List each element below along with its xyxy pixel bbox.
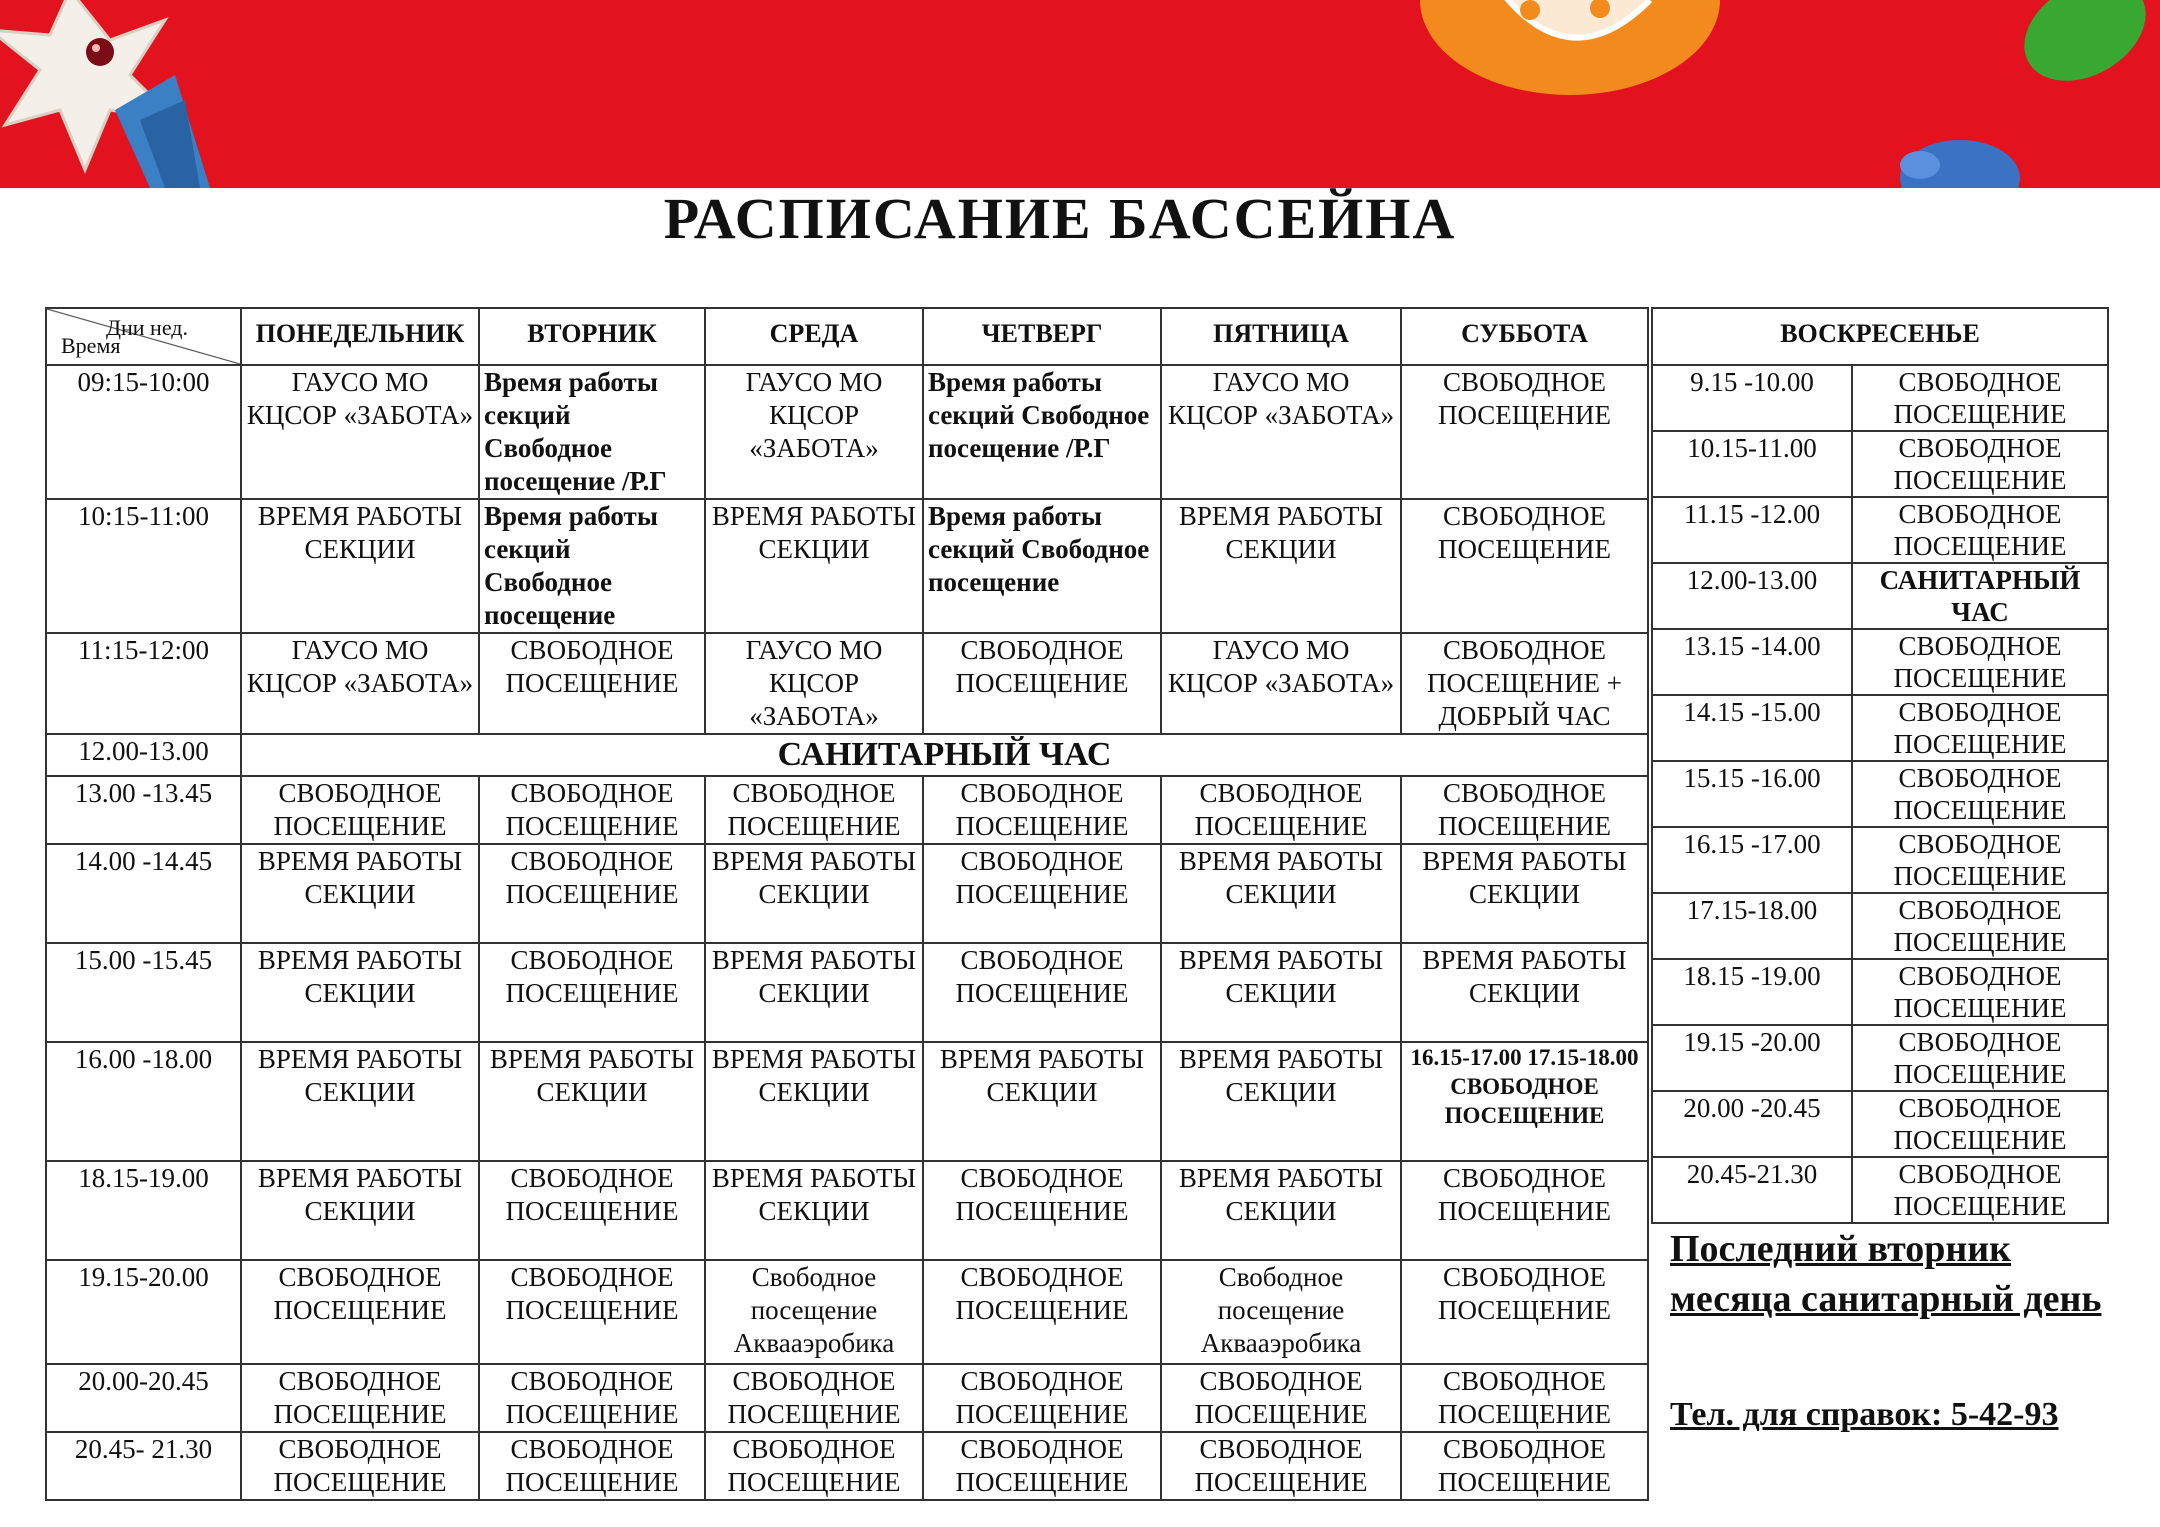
schedule-cell: СВОБОДНОЕ ПОСЕЩЕНИЕ	[479, 844, 705, 943]
schedule-table	[45, 307, 1649, 1501]
schedule-cell: СВОБОДНОЕ ПОСЕЩЕНИЕ	[1401, 1260, 1648, 1364]
schedule-cell: ВРЕМЯ РАБОТЫ СЕКЦИИ	[241, 943, 479, 1042]
corner-header	[46, 308, 241, 365]
schedule-cell: СВОБОДНОЕ ПОСЕЩЕНИЕ	[241, 1260, 479, 1364]
schedule-cell: СВОБОДНОЕ ПОСЕЩЕНИЕ	[479, 943, 705, 1042]
page-title: РАСПИСАНИЕ БАССЕЙНА	[663, 186, 1457, 251]
day-header-thursday: ЧЕТВЕРГ	[923, 308, 1161, 365]
sunday-row	[1652, 1025, 2108, 1091]
table-row	[46, 365, 1648, 499]
day-header-saturday: СУББОТА	[1401, 308, 1648, 365]
schedule-cell: ВРЕМЯ РАБОТЫ СЕКЦИИ	[1161, 1161, 1401, 1260]
table-row	[46, 1042, 1648, 1161]
schedule-cell: СВОБОДНОЕ ПОСЕЩЕНИЕ	[923, 943, 1161, 1042]
sunday-header-row	[1652, 308, 2108, 365]
schedule-cell: СВОБОДНОЕ ПОСЕЩЕНИЕ	[923, 633, 1161, 734]
schedule-cell: Время работы секций Свободное посещение	[479, 499, 705, 633]
table-row	[46, 633, 1648, 734]
header-banner	[0, 0, 2160, 188]
schedule-cell: СВОБОДНОЕ ПОСЕЩЕНИЕ	[1401, 776, 1648, 844]
schedule-cell: СВОБОДНОЕ ПОСЕЩЕНИЕ	[1401, 1161, 1648, 1260]
schedule-cell: СВОБОДНОЕ ПОСЕЩЕНИЕ	[1852, 1025, 2108, 1091]
sunday-row	[1652, 563, 2108, 629]
schedule-cell: ВРЕМЯ РАБОТЫ СЕКЦИИ	[705, 844, 923, 943]
schedule-cell: ВРЕМЯ РАБОТЫ СЕКЦИИ	[705, 1161, 923, 1260]
sunday-header: ВОСКРЕСЕНЬЕ	[1652, 308, 2108, 365]
sunday-row	[1652, 1091, 2108, 1157]
time-cell: 09:15-10:00	[46, 365, 241, 499]
schedule-cell: СВОБОДНОЕ ПОСЕЩЕНИЕ + ДОБРЫЙ ЧАС	[1401, 633, 1648, 734]
time-cell: 13.00 -13.45	[46, 776, 241, 844]
schedule-cell: СВОБОДНОЕ ПОСЕЩЕНИЕ	[1401, 1432, 1648, 1500]
schedule-cell: СВОБОДНОЕ ПОСЕЩЕНИЕ	[479, 1260, 705, 1364]
schedule-cell: СВОБОДНОЕ ПОСЕЩЕНИЕ	[479, 1161, 705, 1260]
schedule-cell: Время работы секций Свободное посещение	[923, 499, 1161, 633]
schedule-cell: ВРЕМЯ РАБОТЫ СЕКЦИИ	[241, 1161, 479, 1260]
time-cell: 14.15 -15.00	[1652, 695, 1852, 761]
orange-ornament-icon	[1420, 0, 1720, 95]
schedule-cell: ВРЕМЯ РАБОТЫ СЕКЦИИ	[241, 1042, 479, 1161]
schedule-cell: ВРЕМЯ РАБОТЫ СЕКЦИИ	[479, 1042, 705, 1161]
schedule-cell: СВОБОДНОЕ ПОСЕЩЕНИЕ	[479, 633, 705, 734]
schedule-cell: СВОБОДНОЕ ПОСЕЩЕНИЕ	[1852, 1091, 2108, 1157]
schedule-cell: ВРЕМЯ РАБОТЫ СЕКЦИИ	[1401, 844, 1648, 943]
sunday-row	[1652, 827, 2108, 893]
schedule-cell: СВОБОДНОЕ ПОСЕЩЕНИЕ	[241, 1432, 479, 1500]
time-cell: 16.15 -17.00	[1652, 827, 1852, 893]
table-row	[46, 1260, 1648, 1364]
schedule-cell: ВРЕМЯ РАБОТЫ СЕКЦИИ	[1161, 1042, 1401, 1161]
schedule-cell: СВОБОДНОЕ ПОСЕЩЕНИЕ	[1401, 365, 1648, 499]
schedule-cell: СВОБОДНОЕ ПОСЕЩЕНИЕ	[1852, 629, 2108, 695]
day-header-tuesday: ВТОРНИК	[479, 308, 705, 365]
time-cell: 18.15 -19.00	[1652, 959, 1852, 1025]
sanitary-day-note: Последний вторник месяца санитарный день	[1670, 1228, 2102, 1320]
schedule-cell: ГАУСО МО КЦСОР «ЗАБОТА»	[241, 365, 479, 499]
schedule-cell: Время работы секций Свободное посещение /Р.Г	[923, 365, 1161, 499]
schedule-cell: СВОБОДНОЕ ПОСЕЩЕНИЕ	[1852, 1157, 2108, 1223]
time-cell: 11.15 -12.00	[1652, 497, 1852, 563]
decorative-illustration	[0, 0, 2160, 188]
sunday-row	[1652, 893, 2108, 959]
schedule-cell: СВОБОДНОЕ ПОСЕЩЕНИЕ	[1852, 761, 2108, 827]
time-cell: 15.00 -15.45	[46, 943, 241, 1042]
day-header-monday: ПОНЕДЕЛЬНИК	[241, 308, 479, 365]
time-cell: 17.15-18.00	[1652, 893, 1852, 959]
schedule-cell: СВОБОДНОЕ ПОСЕЩЕНИЕ	[479, 776, 705, 844]
table-row	[46, 1364, 1648, 1432]
schedule-cell: СВОБОДНОЕ ПОСЕЩЕНИЕ	[1852, 365, 2108, 431]
schedule-cell: ГАУСО МО КЦСОР «ЗАБОТА»	[705, 365, 923, 499]
schedule-cell: ГАУСО МО КЦСОР «ЗАБОТА»	[1161, 633, 1401, 734]
time-cell: 9.15 -10.00	[1652, 365, 1852, 431]
schedule-cell: ГАУСО МО КЦСОР «ЗАБОТА»	[1161, 365, 1401, 499]
time-cell: 10:15-11:00	[46, 499, 241, 633]
phone-info: Тел. для справок: 5-42-93	[1670, 1396, 2059, 1433]
schedule-cell: СВОБОДНОЕ ПОСЕЩЕНИЕ	[923, 776, 1161, 844]
sanitary-hour-cell: САНИТАРНЫЙ ЧАС	[1852, 563, 2108, 629]
schedule-cell: СВОБОДНОЕ ПОСЕЩЕНИЕ	[1852, 695, 2108, 761]
time-cell: 20.00 -20.45	[1652, 1091, 1852, 1157]
schedule-cell: ВРЕМЯ РАБОТЫ СЕКЦИИ	[1401, 943, 1648, 1042]
schedule-cell: СВОБОДНОЕ ПОСЕЩЕНИЕ	[479, 1364, 705, 1432]
sunday-row	[1652, 629, 2108, 695]
schedule-cell: СВОБОДНОЕ ПОСЕЩЕНИЕ	[923, 1161, 1161, 1260]
time-cell: 16.00 -18.00	[46, 1042, 241, 1161]
schedule-cell: Свободное посещение Аквааэробика	[705, 1260, 923, 1364]
schedule-cell: ВРЕМЯ РАБОТЫ СЕКЦИИ	[1161, 943, 1401, 1042]
time-cell: 10.15-11.00	[1652, 431, 1852, 497]
time-cell: 19.15 -20.00	[1652, 1025, 1852, 1091]
schedule-cell: СВОБОДНОЕ ПОСЕЩЕНИЕ	[1852, 827, 2108, 893]
schedule-cell: СВОБОДНОЕ ПОСЕЩЕНИЕ	[705, 1432, 923, 1500]
sunday-row	[1652, 431, 2108, 497]
time-cell: 18.15-19.00	[46, 1161, 241, 1260]
schedule-cell: СВОБОДНОЕ ПОСЕЩЕНИЕ	[1852, 497, 2108, 563]
blue-ball-icon	[1900, 140, 2020, 188]
table-row	[46, 499, 1648, 633]
schedule-cell: ВРЕМЯ РАБОТЫ СЕКЦИИ	[241, 499, 479, 633]
schedule-cell: СВОБОДНОЕ ПОСЕЩЕНИЕ	[1852, 959, 2108, 1025]
schedule-cell: ВРЕМЯ РАБОТЫ СЕКЦИИ	[1161, 844, 1401, 943]
schedule-cell: СВОБОДНОЕ ПОСЕЩЕНИЕ	[1401, 499, 1648, 633]
time-cell: 13.15 -14.00	[1652, 629, 1852, 695]
time-cell: 12.00-13.00	[1652, 563, 1852, 629]
time-cell: 20.45- 21.30	[46, 1432, 241, 1500]
sunday-row	[1652, 497, 2108, 563]
schedule-cell: ВРЕМЯ РАБОТЫ СЕКЦИИ	[705, 1042, 923, 1161]
time-cell: 20.45-21.30	[1652, 1157, 1852, 1223]
time-cell: 19.15-20.00	[46, 1260, 241, 1364]
schedule-cell: СВОБОДНОЕ ПОСЕЩЕНИЕ	[705, 1364, 923, 1432]
table-row	[46, 943, 1648, 1042]
table-row	[46, 776, 1648, 844]
schedule-cell: СВОБОДНОЕ ПОСЕЩЕНИЕ	[1401, 1364, 1648, 1432]
schedule-cell: ВРЕМЯ РАБОТЫ СЕКЦИИ	[241, 844, 479, 943]
schedule-cell: СВОБОДНОЕ ПОСЕЩЕНИЕ	[923, 1364, 1161, 1432]
schedule-cell: ВРЕМЯ РАБОТЫ СЕКЦИИ	[923, 1042, 1161, 1161]
sunday-row	[1652, 761, 2108, 827]
schedule-cell: СВОБОДНОЕ ПОСЕЩЕНИЕ	[923, 844, 1161, 943]
schedule-cell: СВОБОДНОЕ ПОСЕЩЕНИЕ	[1852, 893, 2108, 959]
schedule-cell: Свободное посещение Аквааэробика	[1161, 1260, 1401, 1364]
sunday-table	[1651, 307, 2109, 1224]
sanitary-hour-cell: САНИТАРНЫЙ ЧАС	[241, 734, 1648, 776]
schedule-cell: ВРЕМЯ РАБОТЫ СЕКЦИИ	[705, 499, 923, 633]
time-cell: 12.00-13.00	[46, 734, 241, 776]
sunday-row	[1652, 1157, 2108, 1223]
day-header-wednesday: СРЕДА	[705, 308, 923, 365]
time-cell: 20.00-20.45	[46, 1364, 241, 1432]
schedule-cell: СВОБОДНОЕ ПОСЕЩЕНИЕ	[1161, 1364, 1401, 1432]
schedule-cell: СВОБОДНОЕ ПОСЕЩЕНИЕ	[241, 776, 479, 844]
table-row	[46, 844, 1648, 943]
sunday-row	[1652, 365, 2108, 431]
green-leaf-icon	[2006, 0, 2160, 101]
corner-days-label: Дни нед.	[106, 315, 188, 340]
time-cell: 14.00 -14.45	[46, 844, 241, 943]
schedule-cell: СВОБОДНОЕ ПОСЕЩЕНИЕ	[705, 776, 923, 844]
corner-time-label: Время	[61, 333, 121, 358]
schedule-cell: ГАУСО МО КЦСОР «ЗАБОТА»	[241, 633, 479, 734]
schedule-cell: 16.15-17.00 17.15-18.00 СВОБОДНОЕ ПОСЕЩЕНИЕ	[1401, 1042, 1648, 1161]
sunday-row	[1652, 959, 2108, 1025]
schedule-cell: СВОБОДНОЕ ПОСЕЩЕНИЕ	[923, 1260, 1161, 1364]
schedule-cell: ВРЕМЯ РАБОТЫ СЕКЦИИ	[1161, 499, 1401, 633]
sunday-row	[1652, 695, 2108, 761]
schedule-cell: СВОБОДНОЕ ПОСЕЩЕНИЕ	[241, 1364, 479, 1432]
schedule-cell: СВОБОДНОЕ ПОСЕЩЕНИЕ	[1161, 1432, 1401, 1500]
table-row	[46, 1161, 1648, 1260]
schedule-cell: СВОБОДНОЕ ПОСЕЩЕНИЕ	[479, 1432, 705, 1500]
day-header-friday: ПЯТНИЦА	[1161, 308, 1401, 365]
table-row	[46, 734, 1648, 776]
schedule-cell: СВОБОДНОЕ ПОСЕЩЕНИЕ	[923, 1432, 1161, 1500]
table-row	[46, 1432, 1648, 1500]
header-row	[46, 308, 1648, 365]
schedule-cell: СВОБОДНОЕ ПОСЕЩЕНИЕ	[1852, 431, 2108, 497]
schedule-cell: Время работы секций Свободное посещение /Р.Г	[479, 365, 705, 499]
time-cell: 15.15 -16.00	[1652, 761, 1852, 827]
schedule-cell: ГАУСО МО КЦСОР «ЗАБОТА»	[705, 633, 923, 734]
schedule-cell: ВРЕМЯ РАБОТЫ СЕКЦИИ	[705, 943, 923, 1042]
time-cell: 11:15-12:00	[46, 633, 241, 734]
schedule-cell: СВОБОДНОЕ ПОСЕЩЕНИЕ	[1161, 776, 1401, 844]
